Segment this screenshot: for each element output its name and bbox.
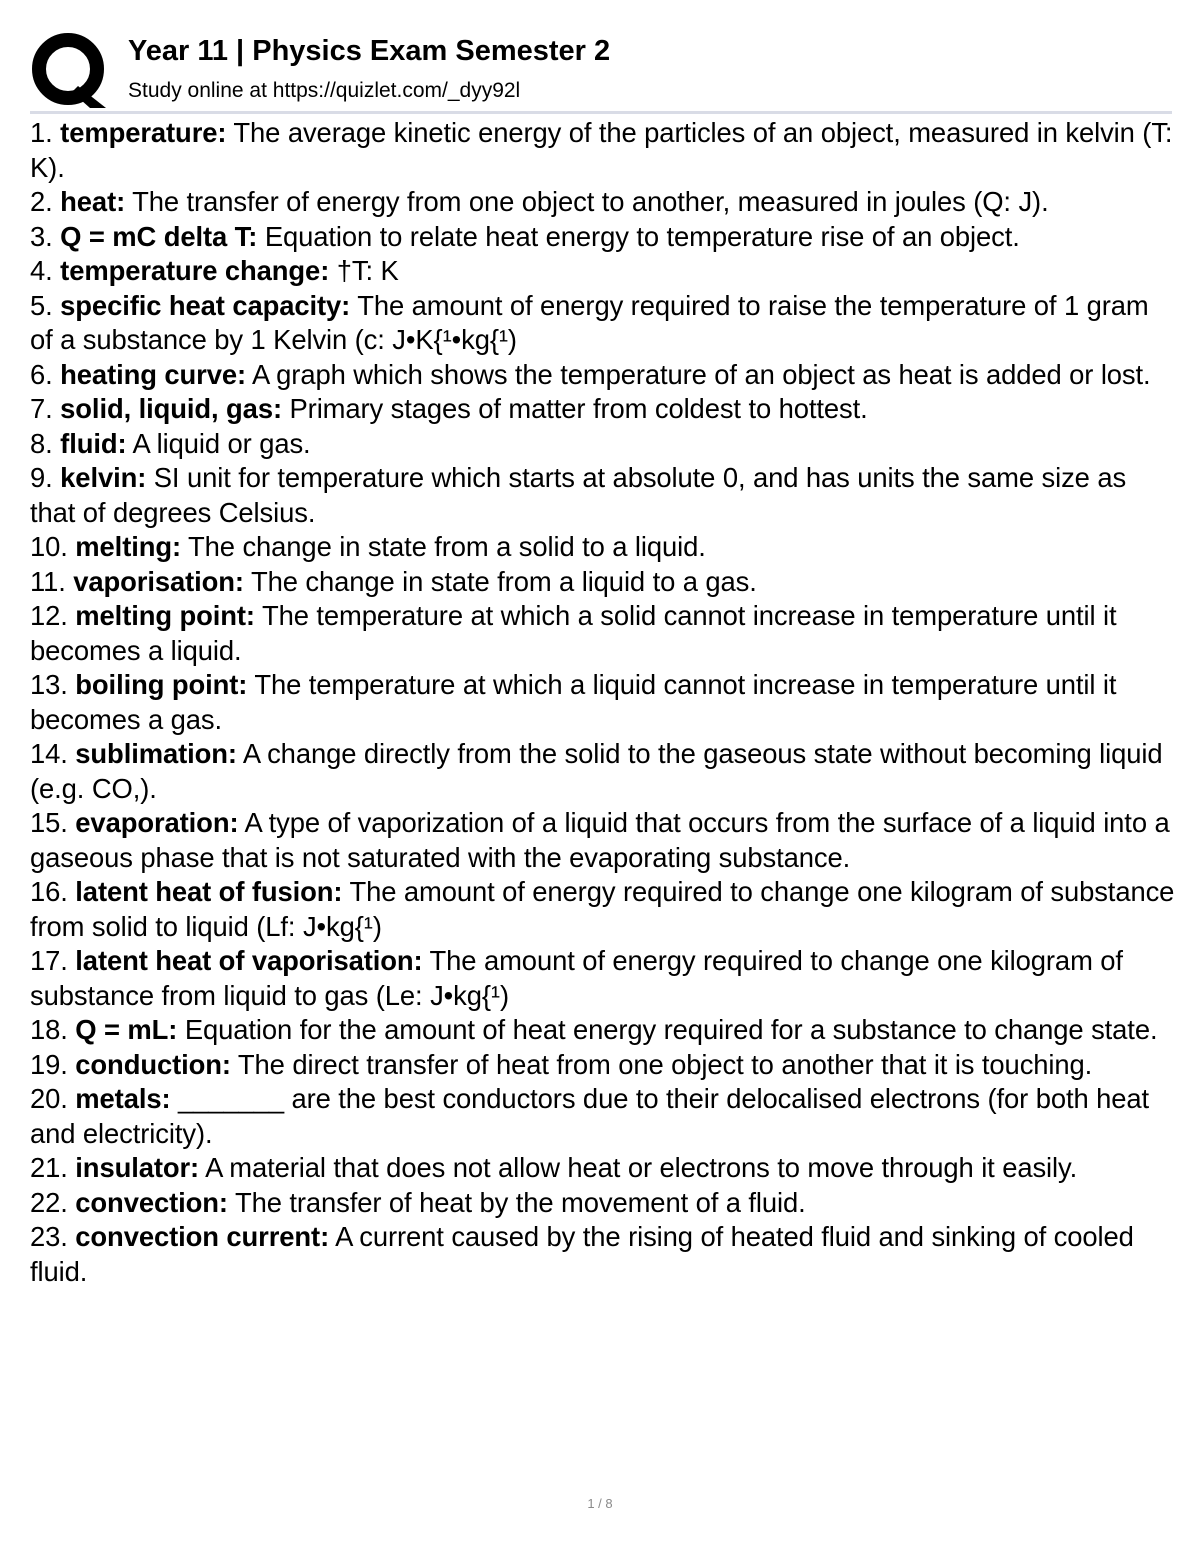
term-name: conduction: — [75, 1048, 231, 1080]
term-item — [30, 875, 1175, 944]
term-definition: The amount of energy required to raise the temperature of 1 gram of a substance by 1 Kelvin (c: J•K{¹•kg{¹) — [30, 289, 1149, 355]
term-number: 14. — [30, 738, 68, 769]
document-title: Year 11 | Physics Exam Semester 2 — [128, 35, 611, 67]
term-definition: SI unit for temperature which starts at absolute 0, and has units the same size as that of degrees Celsius. — [30, 462, 1127, 528]
term-number: 5. — [30, 289, 53, 321]
term-name: fluid: — [60, 427, 127, 459]
term-name: temperature change: — [60, 255, 330, 286]
term-name: latent heat of fusion: — [75, 876, 343, 907]
term-definition: A type of vaporization of a liquid that occurs from the surface of a liquid into a gaseous phase that is not saturated with the evaporating substance. — [30, 807, 1170, 873]
term-number: 13. — [30, 669, 68, 700]
term-item — [30, 461, 1175, 530]
term-number: 6. — [30, 358, 53, 390]
term-number: 9. — [30, 462, 53, 493]
term-number: 8. — [30, 427, 53, 459]
term-number: 3. — [30, 220, 53, 252]
term-item — [30, 392, 1175, 427]
term-item — [30, 116, 1175, 185]
term-definition: The temperature at which a solid cannot increase in temperature until it becomes a liquid. — [30, 600, 1117, 666]
term-name: temperature: — [60, 117, 227, 148]
study-online-link-text[interactable]: Study online at https://quizlet.com/_dyy92l — [128, 79, 521, 102]
term-name: heating curve: — [60, 358, 246, 390]
term-item — [30, 358, 1175, 393]
term-definition: A liquid or gas. — [132, 427, 311, 459]
term-name: melting point: — [75, 600, 255, 631]
header-divider — [30, 111, 1172, 114]
term-item — [30, 220, 1175, 255]
term-name: convection: — [75, 1186, 228, 1218]
term-number: 18. — [30, 1014, 68, 1045]
term-item — [30, 1220, 1175, 1289]
term-number: 11. — [30, 565, 66, 597]
term-number: 22. — [30, 1186, 68, 1218]
term-number: 10. — [30, 531, 68, 562]
term-definition: Equation to relate heat energy to temperature rise of an object. — [264, 220, 1020, 252]
term-name: melting: — [75, 531, 182, 562]
term-definition: A material that does not allow heat or electrons to move through it easily. — [205, 1152, 1078, 1183]
term-definition: A current caused by the rising of heated fluid and sinking of cooled fluid. — [30, 1221, 1134, 1287]
term-item — [30, 737, 1175, 806]
term-number: 15. — [30, 807, 68, 838]
term-number: 12. — [30, 600, 68, 631]
term-number: 16. — [30, 876, 68, 907]
term-item — [30, 668, 1175, 737]
term-number: 7. — [30, 393, 53, 424]
term-item — [30, 1013, 1175, 1048]
term-name: metals: — [75, 1083, 171, 1114]
term-number: 1. — [30, 117, 53, 148]
term-definition: The change in state from a solid to a liquid. — [188, 531, 706, 562]
term-number: 17. — [30, 945, 68, 976]
quizlet-logo-icon — [30, 32, 108, 110]
term-number: 21. — [30, 1152, 68, 1183]
term-number: 19. — [30, 1048, 68, 1080]
term-name: Q = mL: — [75, 1014, 178, 1045]
term-item — [30, 1186, 1175, 1221]
term-item — [30, 1082, 1175, 1151]
term-definition: The change in state from a liquid to a gas. — [250, 565, 757, 597]
term-name: insulator: — [75, 1152, 200, 1183]
term-name: Q = mC delta T: — [60, 220, 258, 252]
term-list — [30, 116, 1175, 1289]
term-item — [30, 599, 1175, 668]
term-definition: A change directly from the solid to the gaseous state without becoming liquid (e.g. CO,). — [30, 738, 1163, 804]
term-definition: The average kinetic energy of the particles of an object, measured in kelvin (T: K). — [30, 117, 1173, 183]
term-item — [30, 1048, 1175, 1083]
term-definition: The amount of energy required to change one kilogram of substance from liquid to gas (Le: J•kg{¹) — [30, 945, 1123, 1011]
term-name: heat: — [60, 186, 126, 217]
term-definition: The direct transfer of heat from one object to another that it is touching. — [237, 1048, 1093, 1080]
term-name: specific heat capacity: — [60, 289, 351, 321]
term-item — [30, 427, 1175, 462]
term-number: 4. — [30, 255, 53, 286]
term-definition: The transfer of energy from one object to another, measured in joules (Q: J). — [132, 186, 1049, 217]
term-item — [30, 289, 1175, 358]
term-number: 23. — [30, 1221, 68, 1252]
term-name: solid, liquid, gas: — [60, 393, 282, 424]
term-item — [30, 565, 1175, 600]
term-name: kelvin: — [60, 462, 147, 493]
term-item — [30, 185, 1175, 220]
header — [30, 28, 1175, 110]
term-name: latent heat of vaporisation: — [75, 945, 423, 976]
term-item — [30, 806, 1175, 875]
term-definition: The transfer of heat by the movement of a fluid. — [234, 1186, 806, 1218]
term-name: convection current: — [75, 1221, 330, 1252]
term-name: sublimation: — [75, 738, 237, 769]
term-definition: Primary stages of matter from coldest to hottest. — [289, 393, 868, 424]
term-number: 2. — [30, 186, 53, 217]
page-indicator: 1 / 8 — [587, 1496, 613, 1511]
term-definition: The temperature at which a liquid cannot increase in temperature until it becomes a gas. — [30, 669, 1117, 735]
term-item — [30, 530, 1175, 565]
term-item — [30, 944, 1175, 1013]
term-definition: A graph which shows the temperature of an object as heat is added or lost. — [252, 358, 1151, 390]
term-name: evaporation: — [75, 807, 239, 838]
term-definition: _______ are the best conductors due to their delocalised electrons (for both heat and electricity). — [30, 1083, 1150, 1149]
term-number: 20. — [30, 1083, 68, 1114]
term-name: boiling point: — [75, 669, 248, 700]
term-item — [30, 254, 1175, 289]
term-definition: †T: K — [336, 255, 399, 286]
term-definition: Equation for the amount of heat energy required for a substance to change state. — [184, 1014, 1158, 1045]
term-item — [30, 1151, 1175, 1186]
term-definition: The amount of energy required to change one kilogram of substance from solid to liquid (Lf: J•kg{¹) — [30, 876, 1175, 942]
term-name: vaporisation: — [73, 565, 244, 597]
